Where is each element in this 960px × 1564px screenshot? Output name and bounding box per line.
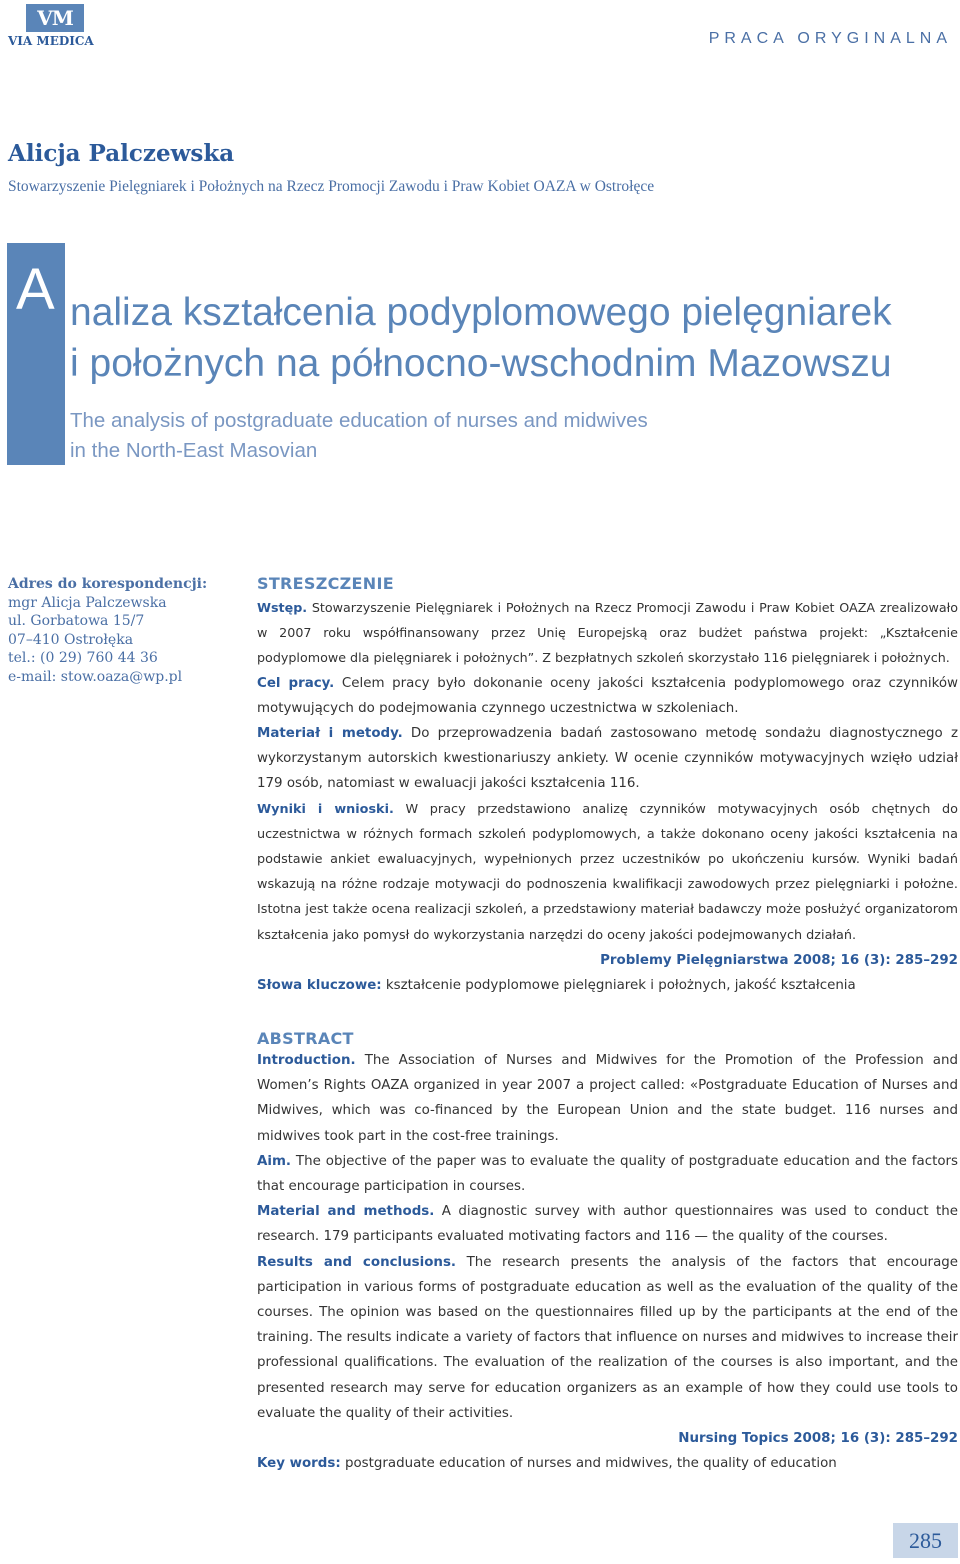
title-initial: A	[16, 257, 55, 322]
material-text: Do przeprowadzenia badań zastosowano metodę sondażu diagnostycznego z wykorzystanym autorskich kwestionariuszy ankiety. W ocenie czynników motywacyjnych wzięło udział 179 osób, natomiast w ewaluacji jakości kształcenia 116.	[257, 726, 959, 792]
abstract-citation: Nursing Topics 2008; 16 (3): 285–292	[678, 1431, 958, 1447]
aim-label: Aim.	[257, 1153, 291, 1169]
streszczenie-keywords	[257, 973, 958, 998]
correspondence-heading: Adres do korespondencji:	[8, 576, 208, 592]
title-line-1: naliza kształcenia podyplomowego pielęgniarek	[70, 291, 892, 334]
correspondence-email[interactable]: e-mail: stow.oaza@wp.pl	[8, 668, 183, 685]
cel-label: Cel pracy.	[257, 675, 335, 691]
wyniki-text: W pracy przedstawiono analizę czynników motywacyjnych osób chętnych do uczestnictwa w różnych formach szkoleń podyplomowych, a także dokonano oceny jakości kształcenia na podstawie ankiet ewaluacyjnych, wypełnionych przez uczestników po ukończeniu kursów. Wyniki badań wskazują na różne rodzaje motywacji do podnoszenia kwalifikacji zawodowych przez pielęgniarki i położne. Istotna jest także ocena realizacji szkoleń, a przedstawiony materiał badawczy może posłużyć organizatorom kształcenia jako pomysł do wykorzystania narzędzi do oceny jakości podejmowanych działań.	[257, 801, 958, 943]
correspondence-block	[8, 576, 238, 687]
logo-mark: VM	[26, 4, 84, 32]
section-label: PRACA ORYGINALNA	[708, 30, 952, 47]
results-label: Results and conclusions.	[257, 1254, 457, 1270]
results-text: The research presents the analysis of the factors that encourage participation in various forms of postgraduate education as well as the evaluation of the quality of the courses. The opinion was based on the questionnaires filled up by the participants at the end of the training. The results indicate a variety of factors that influence on nurses and midwives to increase their professional qualifications. The evaluation of the realization of the courses is also important, and the presented research may serve for education organizers as an example of how they could use tools to evaluate the quality of their activities.	[257, 1254, 959, 1421]
aim-paragraph	[257, 1149, 958, 1199]
streszczenie-citation: Problemy Pielęgniarstwa 2008; 16 (3): 285–292	[600, 952, 958, 968]
methods-paragraph	[257, 1199, 958, 1249]
intro-label: Introduction.	[257, 1053, 356, 1068]
correspondence-line: ul. Gorbatowa 15/7	[8, 613, 145, 629]
wstep-text: Stowarzyszenie Pielęgniarek i Położnych na Rzecz Promocji Zawodu i Praw Kobiet OAZA zrealizowało w 2007 roku współfinansowany przez Unię Europejską oraz budżet państwa projekt: „Kształcenie podyplomowe dla pielęgniarek i położnych”. Z bezpłatnych szkoleń skorzystało 116 pielęgniarek i położnych.	[257, 600, 958, 666]
cel-text: Celem pracy było dokonanie oceny jakości kształcenia podyplomowego oraz czynników motywujących do podejmowania czynnego uczestnictwa w szkoleniach.	[257, 675, 958, 716]
wstep-paragraph	[257, 595, 958, 671]
streszczenie-heading: STRESZCZENIE	[257, 574, 394, 593]
wstep-label: Wstęp.	[257, 600, 308, 615]
material-label: Materiał i metody.	[257, 726, 403, 742]
results-paragraph	[257, 1250, 958, 1426]
subtitle-line-1: The analysis of postgraduate education of nurses and midwives	[70, 409, 648, 432]
methods-text: A diagnostic survey with author questionnaires was used to conduct the research. 179 participants evaluated motivating factors and 116 — the quality of the courses.	[257, 1204, 959, 1245]
correspondence-line: 07–410 Ostrołęka	[8, 631, 134, 648]
key-words-label: Key words:	[257, 1456, 341, 1472]
wyniki-label: Wyniki i wnioski.	[257, 801, 394, 817]
page-number: 285	[893, 1523, 958, 1558]
methods-label: Material and methods.	[257, 1204, 435, 1220]
aim-text: The objective of the paper was to evaluate the quality of postgraduate education and the factors that encourage participation in courses.	[257, 1153, 958, 1195]
publisher-logo	[8, 4, 100, 50]
streszczenie-section	[257, 574, 958, 998]
material-paragraph	[257, 721, 958, 797]
keywords-label: Słowa kluczowe:	[257, 978, 382, 994]
keywords-text: kształcenie podyplomowe pielęgniarek i położnych, jakość kształcenia	[381, 978, 856, 994]
subtitle-line-2: in the North-East Masovian	[70, 439, 318, 462]
abstract-keywords	[257, 1451, 958, 1476]
intro-text: The Association of Nurses and Midwives for the Promotion of the Profession and Women’s Rights OAZA organized in year 2007 a project called: «Postgraduate Education of Nurses and Midwives, which was co-financed by the European Union and the state budget. 116 nurses and midwives took part in the cost-free trainings.	[257, 1053, 958, 1144]
author-affiliation: Stowarzyszenie Pielęgniarek i Położnych na Rzecz Promocji Zawodu i Praw Kobiet OAZA w Ostrołęce	[8, 178, 655, 195]
logo-text: VIA MEDICA	[8, 34, 94, 48]
correspondence-line: tel.: (0 29) 760 44 36	[8, 650, 158, 666]
cel-paragraph	[257, 671, 958, 721]
author-name: Alicja Palczewska	[8, 140, 235, 167]
key-words-text: postgraduate education of nurses and midwives, the quality of education	[340, 1456, 837, 1472]
correspondence-line: mgr Alicja Palczewska	[8, 594, 167, 611]
title-line-2: i położnych na północno-wschodnim Mazowszu	[70, 342, 892, 385]
abstract-heading: ABSTRACT	[257, 1029, 354, 1048]
intro-paragraph	[257, 1048, 958, 1149]
wyniki-paragraph	[257, 797, 958, 948]
abstract-section	[257, 1029, 958, 1476]
